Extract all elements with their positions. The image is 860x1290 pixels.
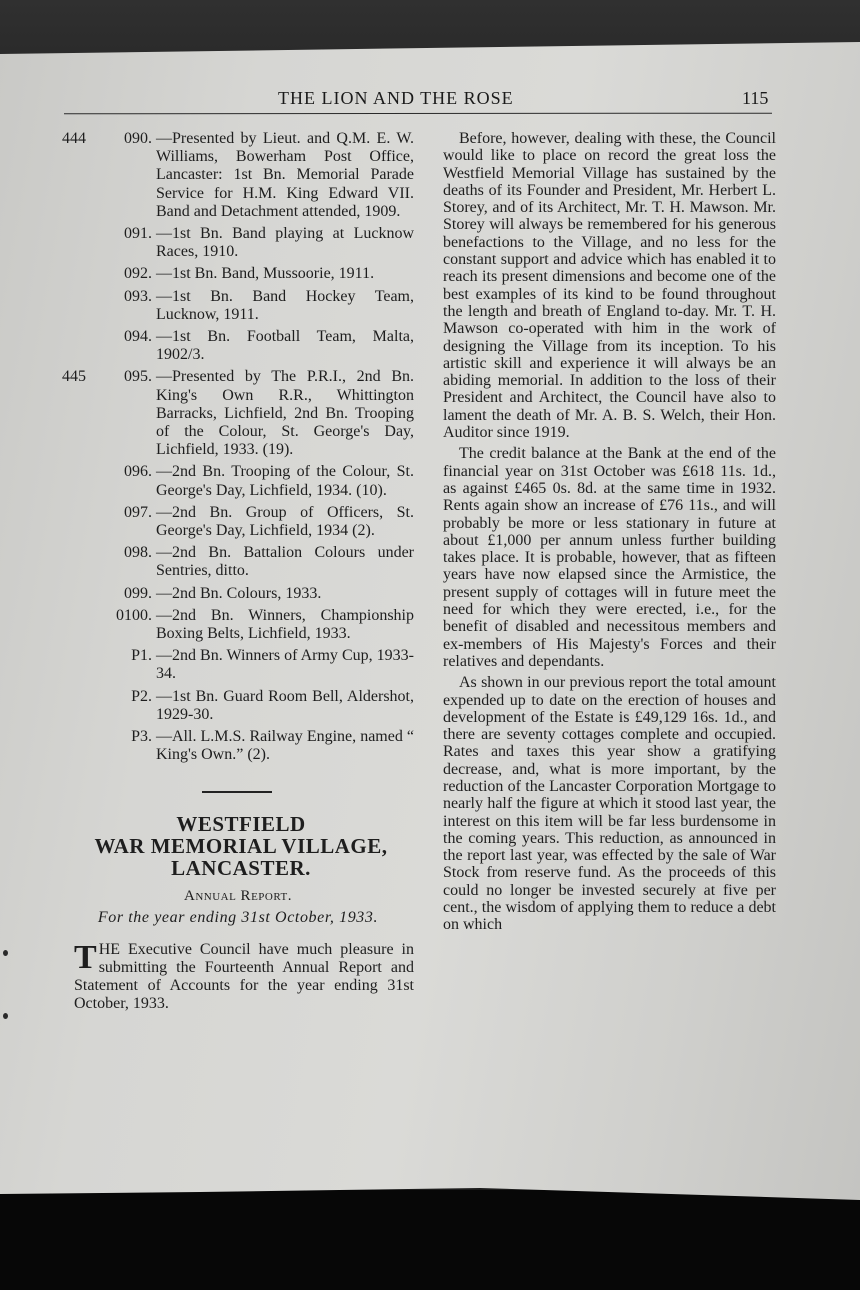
section-heading (68, 813, 414, 879)
heading-line: WESTFIELD (176, 811, 306, 836)
entry-text: —All. L.M.S. Railway Engine, named “ King's Own.” (2). (156, 728, 414, 764)
catalogue-entry (62, 265, 414, 283)
intro-paragraph (74, 938, 414, 1013)
entry-number: 093. (124, 287, 152, 305)
entry-text: —2nd Bn. Trooping of the Colour, St. George's Day, Lichfield, 1934. (10). (156, 463, 414, 499)
entry-text: —1st Bn. Band playing at Lucknow Races, 1910. (156, 225, 414, 261)
entry-number: 0100. (116, 606, 152, 624)
catalogue-entry (62, 504, 414, 540)
entry-number: 099. (124, 584, 152, 602)
left-column (62, 130, 414, 1013)
entry-number: 098. (124, 544, 152, 562)
entry-text: —2nd Bn. Winners of Army Cup, 1933-34. (156, 647, 414, 683)
entry-text: —Presented by The P.R.I., 2nd Bn. King's Own R.R., Whittington Barracks, Lichfield, 2nd Bn. Trooping of the Colour, St. George's Day, Lichfield, 1933. (19). (156, 368, 414, 459)
intro-text: HE Executive Council have much pleasure in submitting the Fourteenth Annual Report and Statement of Accounts for the year ending 31st October, 1933. (74, 940, 414, 1012)
heading-line: WAR MEMORIAL VILLAGE, (94, 833, 388, 858)
right-column (443, 130, 776, 938)
entry-number: 095. (124, 368, 152, 386)
entry-text: —1st Bn. Football Team, Malta, 1902/3. (156, 328, 414, 364)
running-head (0, 88, 860, 112)
photo-background-bottom (0, 1190, 860, 1290)
page-reference: 444 (62, 130, 86, 147)
catalogue-entry (62, 328, 414, 364)
page-number: 115 (742, 88, 769, 108)
running-title: THE LION AND THE ROSE (278, 88, 514, 108)
catalogue-entry (62, 368, 414, 459)
paragraph: As shown in our previous report the total amount expended up to date on the erection of houses and development of the Estate is £49,129 16s. 1d., and there are seventy cottages complete and occupied. Rates and taxes this year show a gratifying decrease, and, what is more important, by the reduction of the Lancaster Corporation Mortgage to nearly half the figure at which it stood last year, the interest on this item will be far less burdensome in the coming years. This reduction, as announced in the report last year, was effected by the sale of War Stock from reserve fund. As the proceeds of this could no longer be invested securely at five per cent., the wisdom of applying them to reduce a debt on which (443, 674, 776, 934)
entry-number: P2. (131, 687, 152, 705)
entry-number: 091. (124, 225, 152, 243)
entry-text: —2nd Bn. Group of Officers, St. George's Day, Lichfield, 1934 (2). (156, 503, 414, 540)
entry-text: —2nd Bn. Winners, Championship Boxing Belts, Lichfield, 1933. (156, 606, 414, 643)
heading-line: LANCASTER. (171, 855, 311, 880)
catalogue-entry (62, 647, 414, 683)
entry-number: 090. (124, 130, 152, 147)
catalogue-entry (62, 544, 414, 580)
entry-number: 092. (124, 265, 152, 283)
report-period: For the year ending 31st October, 1933. (97, 908, 379, 926)
page-reference: 445 (62, 368, 86, 386)
catalogue-entry (62, 463, 414, 499)
catalogue-entry (62, 130, 414, 221)
catalogue-entry (62, 585, 414, 603)
section-divider (202, 791, 272, 793)
entry-text: —1st Bn. Band, Mussoorie, 1911. (156, 265, 375, 283)
margin-mark (3, 950, 8, 956)
entry-number: 094. (124, 328, 152, 346)
entry-text: —2nd Bn. Battalion Colours under Sentries, ditto. (156, 544, 414, 580)
entry-text: —1st Bn. Band Hockey Team, Lucknow, 1911. (156, 287, 414, 323)
drop-cap: T (74, 938, 97, 976)
catalogue-entry (62, 728, 414, 764)
catalogue-entry (62, 688, 414, 724)
section-subheading: Annual Report. (183, 887, 292, 904)
entry-number: P1. (131, 647, 152, 665)
entry-number: 096. (124, 463, 152, 481)
entry-number: P3. (131, 728, 152, 746)
paragraph: The credit balance at the Bank at the end of the financial year on 31st October was £618 11s. 1d., as against £465 0s. 8d. at the same time in 1932. Rents again show an increase of £76 11s., and will probably be more or less stationary in future at about £1,000 per annum unless further building takes place. It is probable, however, that as fifteen years have now elapsed since the Armistice, the present supply of cottages will in future meet the need for which they were erected, i.e., for the benefit of disabled and necessitous members and ex-members of His Majesty's Forces and their relatives and dependants. (443, 445, 776, 670)
entry-text: —Presented by Lieut. and Q.M. E. W. Williams, Bowerham Post Office, Lancaster: 1st Bn. Memorial Parade Service for H.M. King Edward VII. Band and Detachment attended, 1909. (156, 130, 414, 220)
catalogue-entry (62, 607, 414, 643)
entry-text: —2nd Bn. Colours, 1933. (156, 584, 322, 602)
catalogue-entry (62, 288, 414, 324)
margin-mark (3, 1013, 8, 1019)
entry-number: 097. (124, 503, 152, 521)
entry-text: —1st Bn. Guard Room Bell, Aldershot, 1929-30. (156, 687, 414, 723)
paragraph: Before, however, dealing with these, the Council would like to place on record the great loss the Westfield Memorial Village has sustained by the deaths of its Founder and President, Mr. Herbert L. Storey, and of its Architect, Mr. T. H. Mawson. Mr. Storey will always be remembered for his generous benefactions to the Village, and no less for the constant support and advice which has enabled it to reach its present dimensions and become one of the best examples of its kind to be found throughout the length and breath of England to-day. Mr. T. H. Mawson co-operated with him in the work of designing the Village from its inception. To his artistic skill and experience it will always be an abiding memorial. In addition to the loss of their President and Architect, the Council have also to lament the death of Mr. A. B. S. Welch, their Hon. Auditor since 1919. (443, 130, 776, 442)
catalogue-entries (62, 130, 414, 765)
catalogue-entry (62, 225, 414, 261)
